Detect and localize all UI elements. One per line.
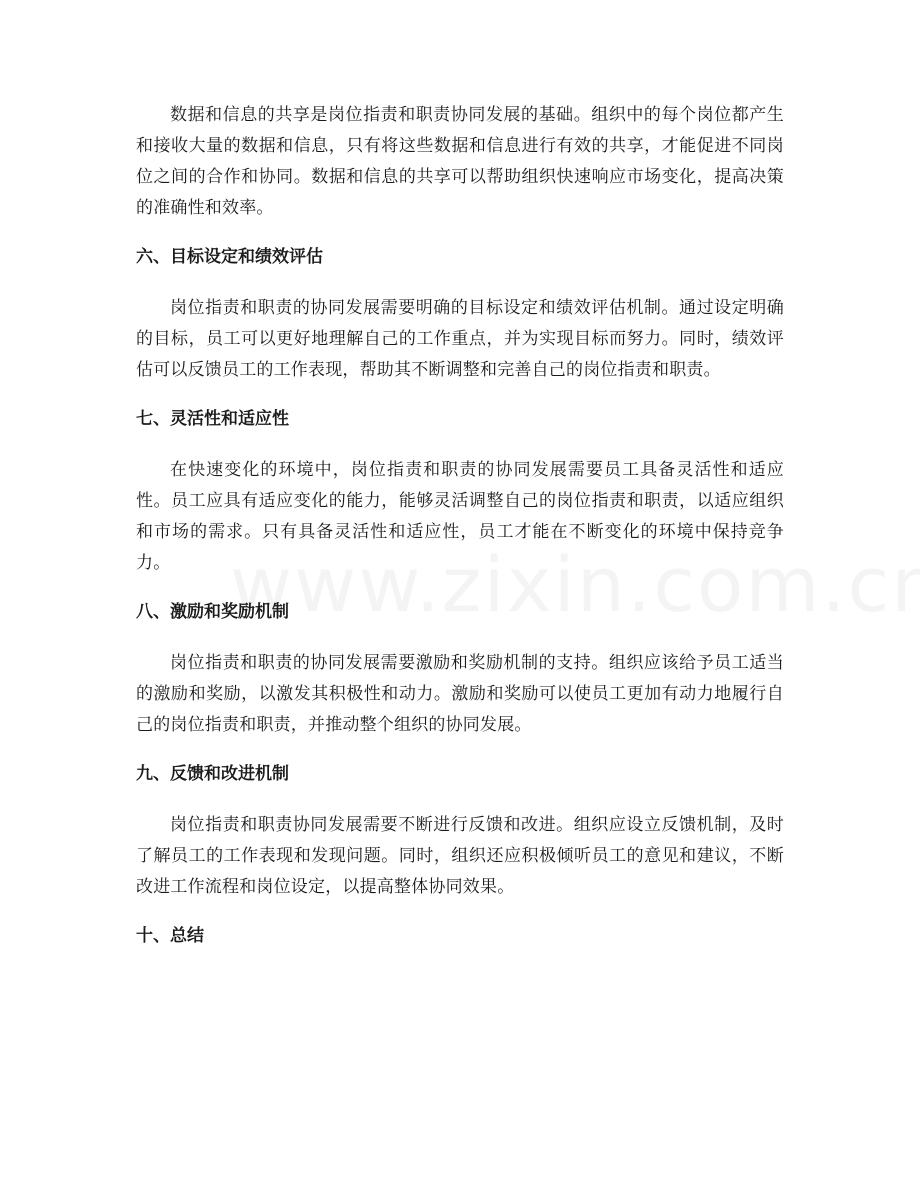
section-7-paragraph: 在快速变化的环境中，岗位指责和职责的协同发展需要员工具备灵活性和适应性。员工应具有适应变化的能力，能够灵活调整自己的岗位指责和职责，以适应组织和市场的需求。只有具备灵活性和适应性，员工才能在不断变化的环境中保持竞争力。 <box>136 460 784 573</box>
section-10-heading: 十、总结 <box>136 926 204 946</box>
section-9-paragraph: 岗位指责和职责协同发展需要不断进行反馈和改进。组织应设立反馈机制，及时了解员工的工作表现和发现问题。同时，组织还应积极倾听员工的意见和建议，不断改进工作流程和岗位设定，以提高整体协同效果。 <box>136 815 784 897</box>
document-body <box>136 100 784 952</box>
section-6-paragraph: 岗位指责和职责的协同发展需要明确的目标设定和绩效评估机制。通过设定明确的目标，员工可以更好地理解自己的工作重点，并为实现目标而努力。同时，绩效评估可以反馈员工的工作表现，帮助其不断调整和完善自己的岗位指责和职责。 <box>136 298 784 380</box>
section-8-paragraph: 岗位指责和职责的协同发展需要激励和奖励机制的支持。组织应该给予员工适当的激励和奖励，以激发其积极性和动力。激励和奖励可以使员工更加有动力地履行自己的岗位指责和职责，并推动整个组织的协同发展。 <box>136 653 784 735</box>
intro-paragraph: 数据和信息的共享是岗位指责和职责协同发展的基础。组织中的每个岗位都产生和接收大量的数据和信息，只有将这些数据和信息进行有效的共享，才能促进不同岗位之间的合作和协同。数据和信息的共享可以帮助组织快速响应市场变化，提高决策的准确性和效率。 <box>136 105 784 218</box>
section-6-heading: 六、目标设定和绩效评估 <box>136 247 323 267</box>
section-9-heading: 九、反馈和改进机制 <box>136 764 289 784</box>
section-7-heading: 七、灵活性和适应性 <box>136 409 289 429</box>
section-8-heading: 八、激励和奖励机制 <box>136 602 289 622</box>
